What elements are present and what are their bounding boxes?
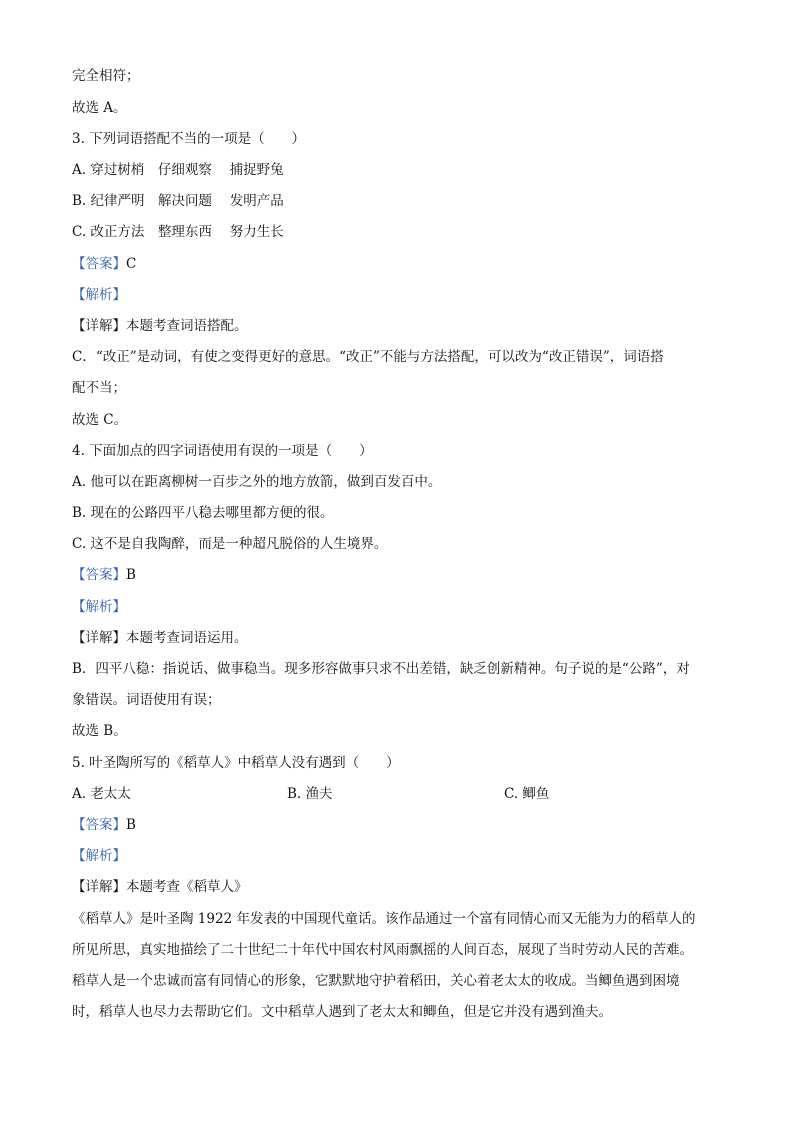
question-3-stem: 3. 下列词语搭配不当的一项是（ ） [72,131,306,147]
choice-conclusion: 故选 C。 [72,412,128,428]
detail-text: 本题考查《稻草人》 [126,879,248,895]
choice-conclusion: 故选 A。 [72,100,127,116]
question-4-answer [72,566,136,584]
answer-value: C [126,256,137,272]
detail-tag: 【详解】 [72,318,126,334]
answer-value: B [126,817,136,833]
question-5-option-b: B. 渔夫 [287,786,333,802]
question-3-option-c: C. 改正方法 整理东西 努力生长 [72,224,284,240]
text-line: 完全相符； [72,68,140,84]
answer-tag: 【答案】 [72,567,126,583]
question-5-detail [72,878,248,896]
explanation-line: B．四平八稳：指说话、做事稳当。现多形容做事只求不出差错，缺乏创新精神。句子说的是“公路”，对 [72,661,690,677]
detail-tag: 【详解】 [72,879,126,895]
answer-value: B [126,567,136,583]
question-3-answer [72,255,136,273]
analysis-tag: 【解析】 [72,848,126,864]
detail-text: 本题考查词语运用。 [126,630,248,646]
detail-text: 本题考查词语搭配。 [126,318,248,334]
question-5-answer [72,816,136,834]
answer-tag: 【答案】 [72,817,126,833]
choice-conclusion: 故选 B。 [72,723,127,739]
paragraph-line: 所见所思，真实地描绘了二十世纪二十年代中国农村风雨飘摇的人间百态，展现了当时劳动人民的苦难。 [72,942,693,958]
explanation-line: C．“改正”是动词，有使之变得更好的意思。“改正”不能与方法搭配，可以改为“改正错误”，词语搭 [72,349,664,365]
question-3-option-b: B. 纪律严明 解决问题 发明产品 [72,193,284,209]
explanation-line: 象错误。词语使用有误； [72,692,221,708]
answer-tag: 【答案】 [72,256,126,272]
question-4-detail [72,629,248,647]
detail-tag: 【详解】 [72,630,126,646]
analysis-tag: 【解析】 [72,599,126,615]
question-3-detail [72,317,248,335]
paragraph-line: 时，稻草人也尽力去帮助它们。文中稻草人遇到了老太太和鲫鱼，但是它并没有遇到渔夫。 [72,1004,612,1020]
explanation-line: 配不当； [72,380,126,396]
question-5-stem: 5. 叶圣陶所写的《稻草人》中稻草人没有遇到（ ） [72,755,400,771]
question-4-option-c: C. 这不是自我陶醉，而是一种超凡脱俗的人生境界。 [72,536,388,552]
analysis-tag: 【解析】 [72,287,126,303]
paragraph-line: 《稻草人》是叶圣陶 1922 年发表的中国现代童话。该作品通过一个富有同情心而又无能为力的稻草人的 [72,911,696,927]
question-4-stem: 4. 下面加点的四字词语使用有误的一项是（ ） [72,443,373,459]
question-5-option-a: A. 老太太 [72,786,131,802]
question-5-option-c: C. 鲫鱼 [504,786,550,802]
question-3-option-a: A. 穿过树梢 仔细观察 捕捉野兔 [72,162,284,178]
question-4-option-b: B. 现在的公路四平八稳去哪里都方便的很。 [72,505,334,521]
question-5-options [72,785,722,803]
question-4-option-a: A. 他可以在距离柳树一百步之外的地方放箭，做到百发百中。 [72,474,442,490]
paragraph-line: 稻草人是一个忠诚而富有同情心的形象，它默默地守护着稻田，关心着老太太的收成。当鲫鱼遇到困境 [72,973,680,989]
